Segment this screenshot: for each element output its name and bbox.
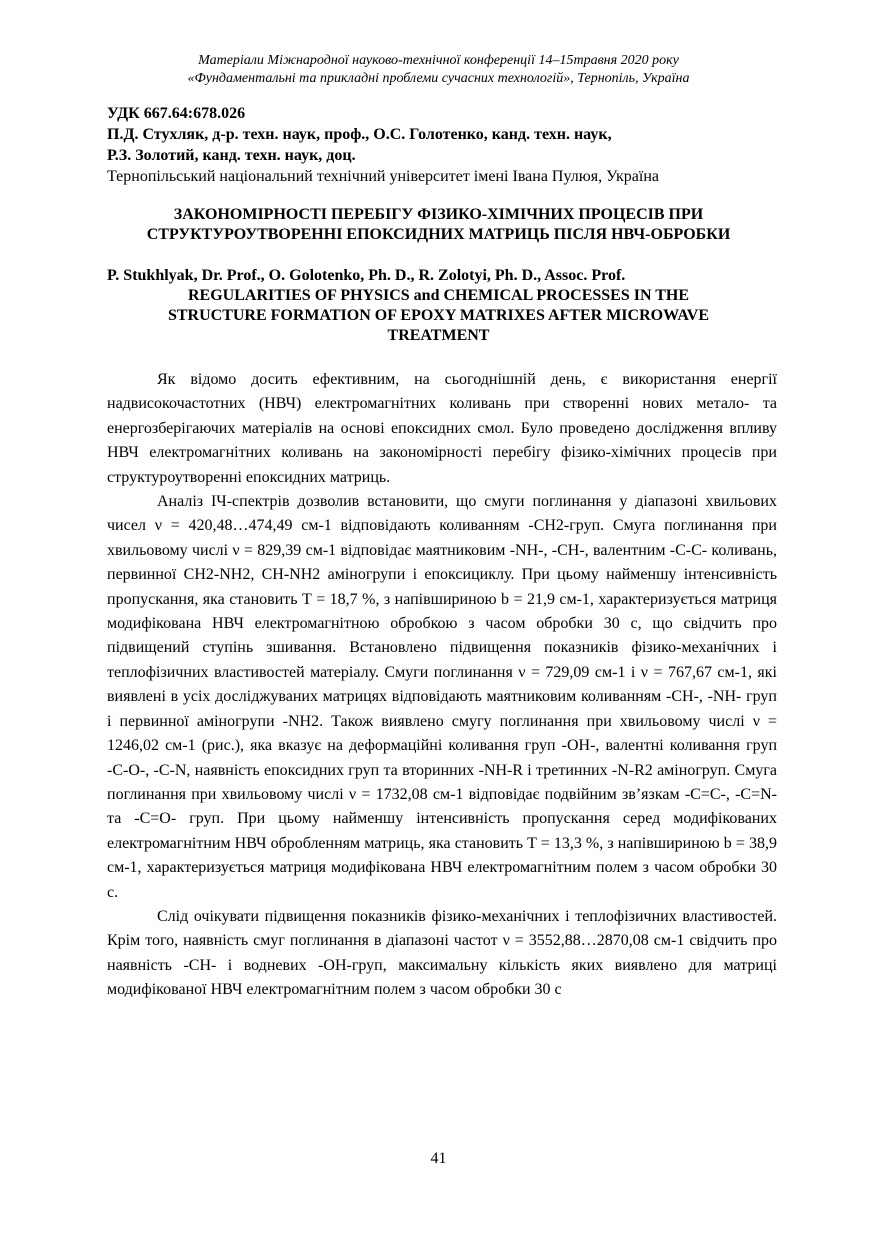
title-uk-line-2: СТРУКТУРОУТВОРЕННІ ЕПОКСИДНИХ МАТРИЦЬ ПІСЛЯ НВЧ-ОБРОБКИ — [146, 226, 731, 243]
title-uk-line-1: ЗАКОНОМІРНОСТІ ПЕРЕБІГУ ФІЗИКО-ХІМІЧНИХ ПРОЦЕСІВ ПРИ — [173, 206, 704, 223]
title-en-line-2: STRUCTURE FORMATION OF EPOXY MATRIXES AFTER MICROWAVE — [167, 307, 710, 324]
article-body — [107, 368, 777, 1003]
article-meta — [107, 103, 777, 187]
conference-header-line-1: Матеріали Міжнародної науково-технічної конференції 14–15травня 2020 року — [198, 53, 679, 68]
conference-header-line-2: «Фундаментальні та прикладні проблеми сучасних технологій», Тернопіль, Україна — [187, 71, 690, 86]
authors-uk-line-1: П.Д. Стухляк, д-р. техн. наук, проф., О.С. Голотенко, канд. техн. наук, — [107, 126, 612, 143]
paragraph-2: Аналіз ІЧ-спектрів дозволив встановити, що смуги поглинання у діапазоні хвильових чисел ν = 420,48…474,49 см-1 відповідають коливанням -СН2-груп. Смуга поглинання при хвильовому числі ν = 829,39 см-1 відповідає маятниковим -NH-, -CH-, валентним -С-С- коливань, первинної CH2-NH2, CH-NH2 аміногрупи і епоксициклу. При цьому найменшу інтенсивність пропускання, яка становить Т = 18,7 %, з напівшириною b = 21,9 см-1, характеризується матриця модифікована НВЧ електромагнітною обробкою з часом обробки 30 с, що свідчить про підвищений ступінь зшивання. Встановлено підвищення показників фізико-механічних і теплофізичних властивостей матеріалу. Смуги поглинання ν = 729,09 см-1 і ν = 767,67 см-1, які виявлені в усіх досліджуваних матрицях відповідають маятниковим коливанням -CH-, -NH- груп і первинної аміногрупи -NH2. Також виявлено смугу поглинання при хвильовому числі ν = 1246,02 см-1 (рис.), яка вказує на деформаційні коливання груп -ОН-, валентні коливання груп -С-О-, -C-N, наявність епоксидних груп та вторинних -NH-R і третинних -N-R2 аміногруп. Смуга поглинання при хвильовому числі ν = 1732,08 см-1 відповідає подвійним зв’язкам -C=C-, -С=N- та -C=O- груп. При цьому найменшу інтенсивність пропускання серед модифікованих електромагнітним НВЧ обробленням матриць, яка становить T = 13,3 %, з напівшириною b = 38,9 см-1, характеризується матриця модифікована НВЧ електромагнітним полем з часом обробки 30 с. — [107, 493, 777, 901]
paragraph-3: Слід очікувати підвищення показників фізико-механічних і теплофізичних властивостей. Крім того, наявність смуг поглинання в діапазоні частот ν = 3552,88…2870,08 см-1 свідчить про наявність -СН- і водневих -ОН-груп, максимальну кількість яких виявлено для матриці модифікованої НВЧ електромагнітним полем з часом обробки 30 с — [107, 907, 777, 999]
title-uk — [100, 205, 777, 245]
authors-en: P. Stukhlyak, Dr. Prof., O. Golotenko, Ph. D., R. Zolotyi, Ph. D., Assoc. Prof. — [107, 267, 626, 284]
conference-header — [100, 52, 777, 88]
udc-code: УДК 667.64:678.026 — [107, 105, 246, 122]
title-en-line-3: TREATMENT — [387, 327, 490, 344]
paragraph-1: Як відомо досить ефективним, на сьогоднішній день, є використання енергії надвисокочастотних (НВЧ) електромагнітних коливань при створенні нових метало- та енергозберігаючих матеріалів на основі епоксидних смол. Було проведено дослідження впливу НВЧ електромагнітних коливань на закономірності перебігу фізико-хімічних процесів при структуроутворенні епоксидних матриць. — [107, 371, 777, 486]
affiliation: Тернопільський національний технічний університет імені Івана Пулюя, Україна — [107, 168, 659, 185]
title-en-line-1: REGULARITIES OF PHYSICS and CHEMICAL PROCESSES IN THE — [187, 287, 690, 304]
title-en — [100, 286, 777, 346]
page-number: 41 — [430, 1150, 447, 1167]
authors-uk-line-2: Р.З. Золотий, канд. техн. наук, доц. — [107, 147, 356, 164]
